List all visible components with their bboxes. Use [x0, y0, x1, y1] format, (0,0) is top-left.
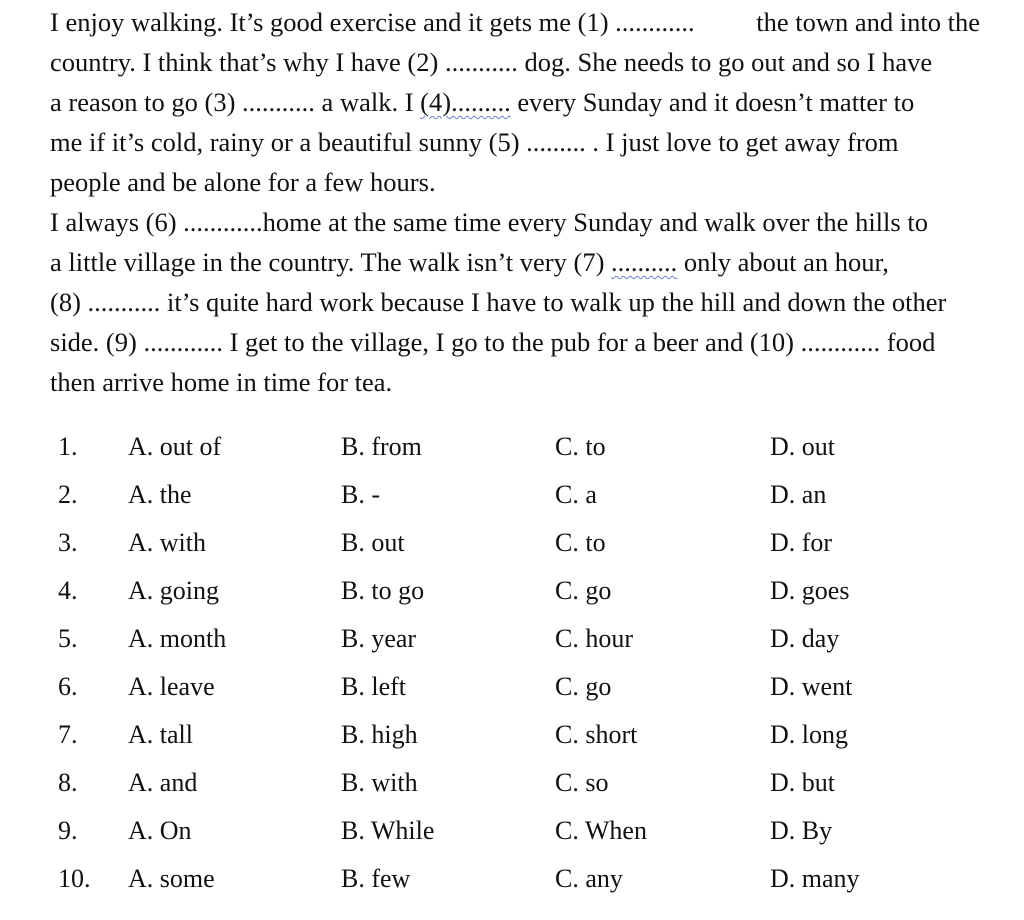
- passage-line: [50, 82, 980, 122]
- option-c: C. to: [555, 528, 606, 557]
- option-a: A. with: [128, 528, 206, 557]
- question-number: 4.: [58, 576, 78, 605]
- question-number: 8.: [58, 768, 78, 797]
- option-d: D. day: [770, 624, 840, 653]
- option-b: B. with: [341, 768, 418, 797]
- passage-line: [50, 202, 980, 242]
- passage-text: side. (9) ............ I get to the village, I go to the pub for a beer and (10) ............ food: [50, 327, 936, 357]
- spellcheck-underlined-blank: ..........: [611, 247, 678, 277]
- question-row: [58, 759, 978, 807]
- option-c: C. When: [555, 816, 647, 845]
- cloze-passage: [50, 2, 980, 402]
- question-row: [58, 855, 978, 903]
- option-c: C. any: [555, 864, 623, 893]
- option-d: D. an: [770, 480, 827, 509]
- option-a: A. going: [128, 576, 219, 605]
- question-number: 6.: [58, 672, 78, 701]
- option-b: B. to go: [341, 576, 425, 605]
- option-d: D. out: [770, 432, 835, 461]
- option-c: C. hour: [555, 624, 633, 653]
- option-a: A. the: [128, 480, 192, 509]
- option-b: B. from: [341, 432, 422, 461]
- answer-options-list: [58, 423, 978, 903]
- passage-text: a reason to go (3) ........... a walk. I: [50, 87, 421, 117]
- passage-text: the town and into the: [756, 7, 980, 37]
- option-c: C. go: [555, 576, 612, 605]
- question-number: 7.: [58, 720, 78, 749]
- passage-text: country. I think that’s why I have (2) ........... dog. She needs to go out and so I have: [50, 47, 933, 77]
- passage-text: me if it’s cold, rainy or a beautiful sunny (5) ......... . I just love to get away from: [50, 127, 899, 157]
- option-b: B. While: [341, 816, 435, 845]
- passage-line: [50, 2, 980, 42]
- passage-line: [50, 242, 980, 282]
- option-d: D. long: [770, 720, 848, 749]
- passage-line: [50, 122, 980, 162]
- question-number: 1.: [58, 432, 78, 461]
- option-a: A. month: [128, 624, 227, 653]
- option-d: D. went: [770, 672, 853, 701]
- option-d: D. many: [770, 864, 860, 893]
- question-row: [58, 711, 978, 759]
- passage-text: I enjoy walking. It’s good exercise and it gets me (1) ............: [50, 7, 695, 37]
- option-b: B. high: [341, 720, 418, 749]
- passage-line: [50, 322, 980, 362]
- option-b: B. year: [341, 624, 417, 653]
- option-a: A. and: [128, 768, 198, 797]
- option-a: A. out of: [128, 432, 222, 461]
- option-b: B. out: [341, 528, 405, 557]
- question-row: [58, 615, 978, 663]
- option-c: C. to: [555, 432, 606, 461]
- option-d: D. By: [770, 816, 833, 845]
- question-row: [58, 471, 978, 519]
- option-c: C. so: [555, 768, 609, 797]
- option-b: B. left: [341, 672, 406, 701]
- passage-text: people and be alone for a few hours.: [50, 167, 436, 197]
- option-d: D. for: [770, 528, 833, 557]
- option-c: C. a: [555, 480, 597, 509]
- question-row: [58, 663, 978, 711]
- option-a: A. tall: [128, 720, 193, 749]
- question-number: 10.: [58, 864, 91, 893]
- option-a: A. leave: [128, 672, 215, 701]
- question-number: 9.: [58, 816, 78, 845]
- question-number: 5.: [58, 624, 78, 653]
- passage-text: (8) ........... it’s quite hard work because I have to walk up the hill and down the other: [50, 287, 947, 317]
- question-row: [58, 807, 978, 855]
- option-c: C. short: [555, 720, 638, 749]
- spellcheck-underlined-blank: (4).........: [420, 87, 511, 117]
- question-row: [58, 519, 978, 567]
- option-a: A. some: [128, 864, 215, 893]
- question-row: [58, 567, 978, 615]
- passage-line: [50, 282, 980, 322]
- passage-text: then arrive home in time for tea.: [50, 367, 393, 397]
- passage-text: I always (6) ............home at the same time every Sunday and walk over the hills to: [50, 207, 928, 237]
- question-number: 3.: [58, 528, 78, 557]
- passage-text: only about an hour,: [677, 247, 889, 277]
- passage-line: [50, 42, 980, 82]
- question-row: [58, 423, 978, 471]
- option-b: B. few: [341, 864, 411, 893]
- option-c: C. go: [555, 672, 612, 701]
- option-d: D. but: [770, 768, 835, 797]
- passage-text: every Sunday and it doesn’t matter to: [510, 87, 915, 117]
- option-d: D. goes: [770, 576, 850, 605]
- option-a: A. On: [128, 816, 192, 845]
- question-number: 2.: [58, 480, 78, 509]
- option-b: B. -: [341, 480, 380, 509]
- passage-line: [50, 362, 980, 402]
- passage-text: a little village in the country. The walk isn’t very (7): [50, 247, 612, 277]
- passage-line: [50, 162, 980, 202]
